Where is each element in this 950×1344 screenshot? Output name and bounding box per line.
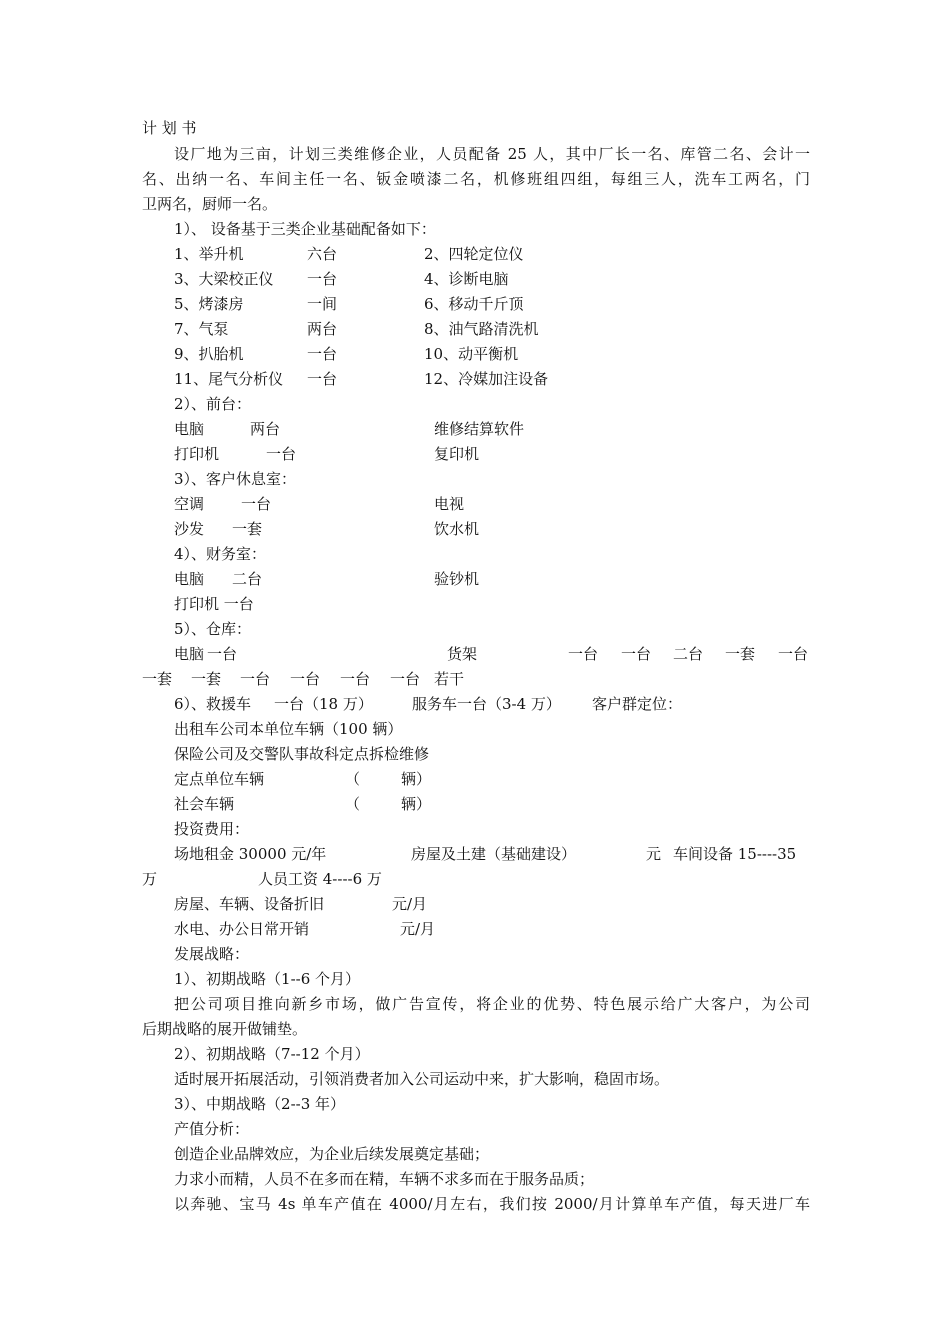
item-qty: 一套: [191, 670, 222, 688]
equipment-name: 7、气泵: [174, 320, 229, 338]
item-qty: 一套: [142, 670, 173, 688]
strategy-phase-3: 3）、中期战略（2--3 年）: [174, 1095, 346, 1113]
equipment-name: 10、动平衡机: [424, 345, 519, 363]
item-name: 货架: [447, 645, 478, 663]
strategy-phase-1-text: 后期战略的展开做铺垫。: [142, 1020, 308, 1038]
intro-line-2: 名、出纳一名、车间主任一名、钣金喷漆二名，机修班组四组，每组三人，洗车工两名，门: [142, 170, 810, 188]
strategy-phase-2: 2）、初期战略（7--12 个月）: [174, 1045, 370, 1063]
item-name: 沙发: [174, 520, 205, 538]
section-1-heading: 1）、 设备基于三类企业基础配备如下：: [174, 220, 436, 238]
strategy-phase-1-text: 把公司项目推向新乡市场，做广告宣传，将企业的优势、特色展示给广大客户，为公司: [174, 995, 810, 1013]
utilities-unit: 元/月: [400, 920, 436, 938]
item-name: 电脑: [174, 645, 205, 663]
output-line: 力求小而精，人员不在多而在精，车辆不求多而在于服务品质；: [174, 1170, 595, 1188]
investment-equipment: 车间设备 15----35: [673, 845, 797, 863]
vehicle-label: 定点单位车辆: [174, 770, 265, 788]
output-line: 创造企业品牌效应，为企业后续发展奠定基础；: [174, 1145, 490, 1163]
vehicle-unit: 辆）: [401, 770, 432, 788]
equipment-qty: 一间: [307, 295, 338, 313]
strategy-phase-1: 1）、初期战略（1--6 个月）: [174, 970, 361, 988]
section-6-heading: 6）、救援车: [174, 695, 252, 713]
item-name: 打印机 一台: [174, 595, 254, 613]
item-qty: 一套: [232, 520, 263, 538]
equipment-name: 8、油气路清洗机: [424, 320, 539, 338]
item-qty: 一台: [778, 645, 809, 663]
equipment-qty: 一台: [307, 370, 338, 388]
intro-line-1: 设厂地为三亩，计划三类维修企业，人员配备 25 人，其中厂长一名、库管二名、会计一: [174, 145, 810, 163]
equipment-name: 9、扒胎机: [174, 345, 244, 363]
item-name: 打印机: [174, 445, 220, 463]
investment-building: 房屋及土建（基础建设）: [411, 845, 577, 863]
investment-unit: 元: [646, 845, 662, 863]
vehicle-paren: （: [345, 795, 361, 813]
section-2-heading: 2）、前台：: [174, 395, 252, 413]
equipment-name: 6、移动千斤顶: [424, 295, 524, 313]
section-3-heading: 3）、客户休息室：: [174, 470, 297, 488]
item-qty: 一台: [390, 670, 421, 688]
section-4-heading: 4）、财务室：: [174, 545, 267, 563]
item-name: 电视: [434, 495, 465, 513]
output-line: 以奔驰、宝马 4s 单车产值在 4000/月左右，我们按 2000/月计算单车产值，每天进厂车: [174, 1195, 810, 1213]
customer-heading: 客户群定位：: [592, 695, 683, 713]
investment-unit: 万: [142, 870, 158, 888]
equipment-name: 2、四轮定位仪: [424, 245, 524, 263]
item-name: 电脑: [174, 420, 205, 438]
item-name: 饮水机: [434, 520, 480, 538]
vehicle-paren: （: [345, 770, 361, 788]
equipment-name: 11、尾气分析仪: [174, 370, 284, 388]
customer-line: 保险公司及交警队事故科定点拆检维修: [174, 745, 430, 763]
vehicle-label: 社会车辆: [174, 795, 235, 813]
section-5-heading: 5）、仓库：: [174, 620, 252, 638]
service-vehicle: 服务车一台（3-4 万）: [412, 695, 561, 713]
intro-line-3: 卫两名，厨师一名。: [142, 195, 278, 213]
depreciation-unit: 元/月: [392, 895, 428, 913]
rescue-vehicle-qty: 一台（18 万）: [274, 695, 373, 713]
customer-line: 出租车公司本单位车辆（100 辆）: [174, 720, 403, 738]
equipment-name: 12、冷媒加注设备: [424, 370, 549, 388]
strategy-phase-2-text: 适时展开拓展活动，引领消费者加入公司运动中来，扩大影响，稳固市场。: [174, 1070, 670, 1088]
equipment-qty: 一台: [307, 270, 338, 288]
investment-rent: 场地租金 30000 元/年: [174, 845, 327, 863]
item-qty: 一台: [340, 670, 371, 688]
item-qty: 一套: [725, 645, 756, 663]
investment-heading: 投资费用：: [174, 820, 250, 838]
item-qty: 二台: [232, 570, 263, 588]
item-name: 维修结算软件: [434, 420, 525, 438]
equipment-qty: 两台: [307, 320, 338, 338]
investment-salary: 人员工资 4----6 万: [258, 870, 382, 888]
equipment-name: 5、烤漆房: [174, 295, 244, 313]
item-qty: 一台: [290, 670, 321, 688]
strategy-heading: 发展战略：: [174, 945, 250, 963]
item-qty: 一台: [621, 645, 652, 663]
item-qty: 一台: [240, 670, 271, 688]
equipment-qty: 一台: [307, 345, 338, 363]
equipment-qty: 六台: [307, 245, 338, 263]
item-qty: 一台: [266, 445, 297, 463]
depreciation-label: 房屋、车辆、设备折旧: [174, 895, 325, 913]
equipment-name: 3、大梁校正仪: [174, 270, 274, 288]
utilities-label: 水电、办公日常开销: [174, 920, 310, 938]
equipment-name: 4、诊断电脑: [424, 270, 509, 288]
vehicle-unit: 辆）: [401, 795, 432, 813]
item-name: 验钞机: [434, 570, 480, 588]
item-qty: 二台: [673, 645, 704, 663]
item-qty: 一台: [241, 495, 272, 513]
item-name: 空调: [174, 495, 205, 513]
item-qty: 两台: [250, 420, 281, 438]
equipment-name: 1、举升机: [174, 245, 244, 263]
output-heading: 产值分析：: [174, 1120, 250, 1138]
item-qty: 若干: [434, 670, 465, 688]
item-qty: 一台: [207, 645, 238, 663]
item-qty: 一台: [568, 645, 599, 663]
item-name: 电脑: [174, 570, 205, 588]
item-name: 复印机: [434, 445, 480, 463]
document-title: 计 划 书: [142, 119, 197, 137]
